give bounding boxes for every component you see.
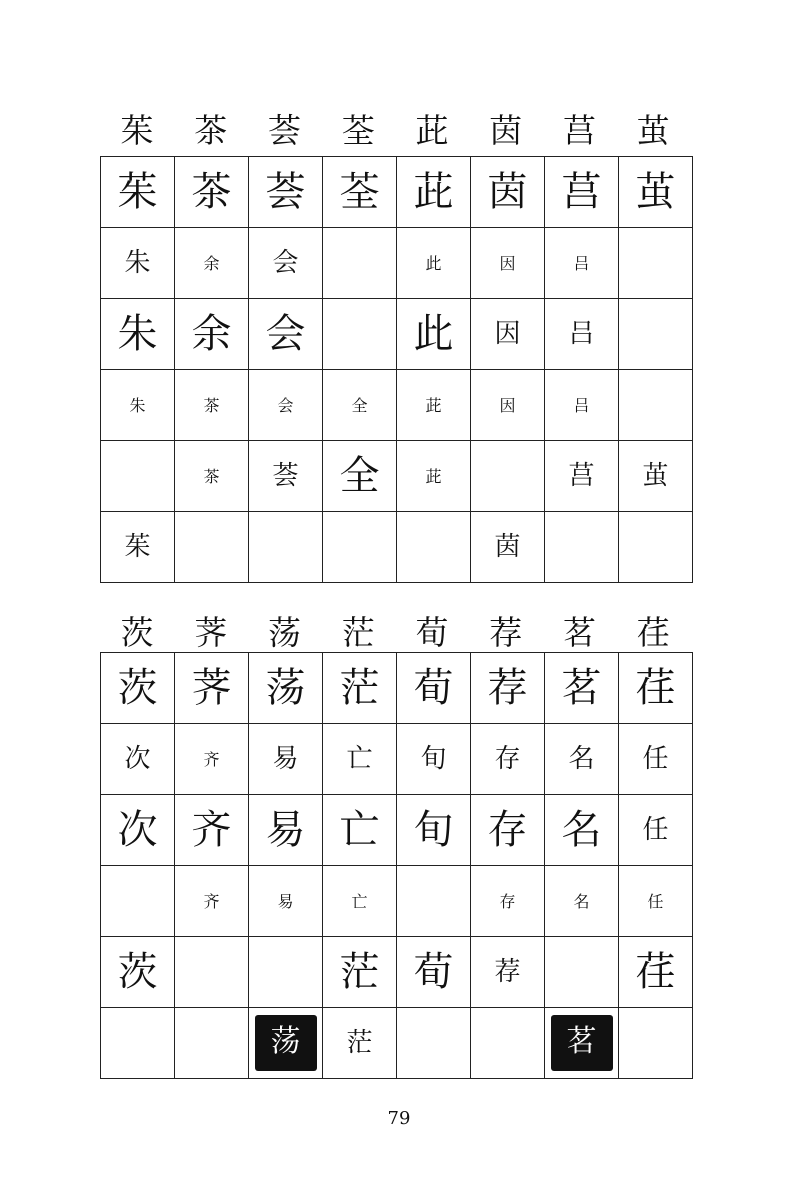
glyph-cell xyxy=(619,653,693,724)
ancient-glyph: 茶 xyxy=(203,466,220,486)
ancient-glyph: 会 xyxy=(265,311,306,357)
glyph-cell xyxy=(101,441,175,512)
ancient-glyph: 茈 xyxy=(413,169,454,215)
ancient-glyph: 因 xyxy=(494,319,521,349)
glyph-grid xyxy=(100,156,693,583)
glyph-cell xyxy=(471,441,545,512)
seal-glyph: 茗 xyxy=(551,1015,613,1071)
glyph-cell xyxy=(323,1008,397,1079)
ancient-glyph: 莒 xyxy=(568,461,595,491)
ancient-glyph: 茫 xyxy=(346,1028,373,1058)
ancient-glyph: 会 xyxy=(272,248,299,278)
glyph-cell xyxy=(471,1008,545,1079)
glyph-cell xyxy=(471,937,545,1008)
glyph-cell xyxy=(397,441,471,512)
glyph-cell xyxy=(545,228,619,299)
ancient-glyph: 会 xyxy=(277,395,294,415)
glyph-cell xyxy=(397,370,471,441)
column-header: 荀 xyxy=(415,613,449,652)
glyph-cell xyxy=(249,795,323,866)
glyph-cell xyxy=(471,512,545,583)
ancient-glyph: 吕 xyxy=(568,319,595,349)
ancient-glyph: 次 xyxy=(124,744,151,774)
header-row xyxy=(100,108,690,154)
glyph-cell xyxy=(249,157,323,228)
column-header: 茈 xyxy=(415,111,449,150)
ancient-glyph: 任 xyxy=(647,891,664,911)
ancient-glyph: 荃 xyxy=(339,169,380,215)
glyph-cell xyxy=(323,228,397,299)
glyph-cell xyxy=(471,866,545,937)
glyph-cell xyxy=(101,795,175,866)
ancient-glyph: 吕 xyxy=(573,253,590,273)
ancient-glyph: 茫 xyxy=(339,665,380,711)
ancient-glyph: 任 xyxy=(642,744,669,774)
ancient-glyph: 全 xyxy=(339,453,380,499)
glyph-cell xyxy=(619,1008,693,1079)
ancient-glyph: 全 xyxy=(351,395,368,415)
ancient-glyph: 茱 xyxy=(124,532,151,562)
glyph-cell xyxy=(397,228,471,299)
glyph-cell xyxy=(471,795,545,866)
ancient-glyph: 茫 xyxy=(339,949,380,995)
glyph-cell xyxy=(249,866,323,937)
column-header: 荟 xyxy=(268,111,301,150)
glyph-cell xyxy=(249,441,323,512)
glyph-cell xyxy=(249,370,323,441)
glyph-cell xyxy=(545,157,619,228)
glyph-cell xyxy=(619,299,693,370)
ancient-glyph: 荠 xyxy=(191,665,232,711)
ancient-glyph: 茵 xyxy=(494,532,521,562)
glyph-cell xyxy=(175,795,249,866)
column-header: 茧 xyxy=(636,111,670,150)
glyph-cell xyxy=(397,299,471,370)
glyph-cell xyxy=(323,795,397,866)
ancient-glyph: 余 xyxy=(191,311,232,357)
table-row xyxy=(101,937,693,1008)
column-header: 荐 xyxy=(489,613,523,652)
ancient-glyph: 吕 xyxy=(573,395,590,415)
ancient-glyph: 荐 xyxy=(487,665,528,711)
glyph-cell xyxy=(249,653,323,724)
glyph-cell xyxy=(471,370,545,441)
column-header: 荠 xyxy=(194,613,228,652)
glyph-cell xyxy=(249,512,323,583)
glyph-cell xyxy=(397,795,471,866)
ancient-glyph: 因 xyxy=(499,253,516,273)
ancient-glyph: 存 xyxy=(499,891,516,911)
ancient-glyph: 齐 xyxy=(203,749,220,769)
table-row xyxy=(101,512,693,583)
glyph-cell xyxy=(619,724,693,795)
glyph-grid xyxy=(100,652,693,1079)
ancient-glyph: 齐 xyxy=(203,891,220,911)
glyph-cell xyxy=(323,512,397,583)
glyph-cell xyxy=(397,157,471,228)
glyph-cell xyxy=(545,653,619,724)
ancient-glyph: 茶 xyxy=(191,169,232,215)
ancient-glyph: 荡 xyxy=(265,665,306,711)
page-number: 79 xyxy=(387,1108,411,1129)
glyph-cell xyxy=(471,157,545,228)
ancient-glyph: 次 xyxy=(117,807,158,853)
glyph-cell xyxy=(101,866,175,937)
glyph-cell xyxy=(175,724,249,795)
glyph-cell xyxy=(323,653,397,724)
column-header: 茱 xyxy=(120,111,154,150)
glyph-cell xyxy=(101,724,175,795)
column-header: 荏 xyxy=(636,613,670,652)
ancient-glyph: 亡 xyxy=(346,744,373,774)
glyph-cell xyxy=(175,866,249,937)
glyph-cell xyxy=(545,299,619,370)
column-header: 荡 xyxy=(268,613,301,652)
ancient-glyph: 茗 xyxy=(561,665,602,711)
table-row xyxy=(101,157,693,228)
ancient-glyph: 荀 xyxy=(413,949,454,995)
glyph-cell xyxy=(101,299,175,370)
ancient-glyph: 齐 xyxy=(191,807,232,853)
ancient-glyph: 亡 xyxy=(351,891,368,911)
glyph-cell xyxy=(249,228,323,299)
column-header: 茨 xyxy=(120,613,154,652)
glyph-cell xyxy=(619,441,693,512)
ancient-glyph: 荟 xyxy=(272,461,299,491)
column-header: 荃 xyxy=(341,111,375,150)
ancient-glyph: 此 xyxy=(425,253,442,273)
glyph-cell xyxy=(397,653,471,724)
ancient-glyph: 茶 xyxy=(203,395,220,415)
glyph-cell xyxy=(249,937,323,1008)
glyph-cell xyxy=(397,937,471,1008)
table-row xyxy=(101,299,693,370)
glyph-cell xyxy=(619,370,693,441)
ancient-glyph: 朱 xyxy=(124,248,151,278)
header-row xyxy=(100,610,690,656)
ancient-glyph: 荟 xyxy=(265,169,306,215)
ancient-glyph: 茱 xyxy=(117,169,158,215)
ancient-glyph: 茵 xyxy=(487,169,528,215)
glyph-cell xyxy=(249,299,323,370)
column-header: 莒 xyxy=(563,111,596,150)
glyph-cell xyxy=(249,724,323,795)
glyph-cell xyxy=(397,724,471,795)
ancient-glyph: 易 xyxy=(272,744,299,774)
column-header: 茵 xyxy=(489,111,523,150)
ancient-glyph: 余 xyxy=(203,253,220,273)
ancient-glyph: 茨 xyxy=(117,949,158,995)
ancient-glyph: 旬 xyxy=(413,807,454,853)
glyph-cell xyxy=(545,795,619,866)
ancient-glyph: 名 xyxy=(568,744,595,774)
glyph-cell xyxy=(323,724,397,795)
glyph-cell xyxy=(175,1008,249,1079)
glyph-cell xyxy=(397,512,471,583)
glyph-cell xyxy=(471,724,545,795)
column-header: 茫 xyxy=(341,613,375,652)
glyph-cell xyxy=(545,937,619,1008)
column-header: 茗 xyxy=(563,613,596,652)
table-row xyxy=(101,228,693,299)
table-row xyxy=(101,441,693,512)
table-row xyxy=(101,866,693,937)
ancient-glyph: 荀 xyxy=(413,665,454,711)
ancient-glyph: 荏 xyxy=(635,949,676,995)
table-row xyxy=(101,1008,693,1079)
glyph-cell xyxy=(545,441,619,512)
glyph-cell xyxy=(175,937,249,1008)
glyph-cell xyxy=(175,299,249,370)
glyph-cell xyxy=(323,866,397,937)
glyph-cell xyxy=(249,1008,323,1079)
ancient-glyph: 莒 xyxy=(561,169,602,215)
glyph-cell xyxy=(323,157,397,228)
ancient-glyph: 茈 xyxy=(425,466,442,486)
ancient-glyph: 荏 xyxy=(635,665,676,711)
glyph-cell xyxy=(619,866,693,937)
glyph-cell xyxy=(323,441,397,512)
glyph-cell xyxy=(619,512,693,583)
column-header: 茶 xyxy=(194,111,228,150)
glyph-cell xyxy=(101,228,175,299)
glyph-cell xyxy=(619,795,693,866)
ancient-glyph: 荐 xyxy=(494,957,521,987)
glyph-cell xyxy=(471,653,545,724)
table-row xyxy=(101,724,693,795)
glyph-cell xyxy=(545,866,619,937)
glyph-cell xyxy=(101,370,175,441)
ancient-glyph: 名 xyxy=(573,891,590,911)
glyph-cell xyxy=(175,441,249,512)
glyph-cell xyxy=(323,937,397,1008)
glyph-cell xyxy=(545,724,619,795)
glyph-cell xyxy=(323,370,397,441)
ancient-glyph: 任 xyxy=(642,815,669,845)
ancient-glyph: 易 xyxy=(265,807,306,853)
glyph-cell xyxy=(545,512,619,583)
ancient-glyph: 茨 xyxy=(117,665,158,711)
ancient-glyph: 易 xyxy=(277,891,294,911)
glyph-cell xyxy=(619,228,693,299)
glyph-cell xyxy=(101,157,175,228)
glyph-cell xyxy=(175,512,249,583)
glyph-cell xyxy=(101,512,175,583)
ancient-glyph: 茈 xyxy=(425,395,442,415)
table-row xyxy=(101,653,693,724)
glyph-cell xyxy=(471,299,545,370)
glyph-cell xyxy=(619,937,693,1008)
glyph-cell xyxy=(471,228,545,299)
ancient-glyph: 茧 xyxy=(635,169,676,215)
table-row xyxy=(101,795,693,866)
glyph-cell xyxy=(397,1008,471,1079)
glyph-cell xyxy=(397,866,471,937)
ancient-glyph: 亡 xyxy=(339,807,380,853)
ancient-glyph: 茧 xyxy=(642,461,669,491)
ancient-glyph: 存 xyxy=(494,744,521,774)
glyph-cell xyxy=(175,370,249,441)
glyph-cell xyxy=(545,370,619,441)
glyph-cell xyxy=(101,1008,175,1079)
glyph-cell xyxy=(175,228,249,299)
glyph-cell xyxy=(323,299,397,370)
ancient-glyph: 因 xyxy=(499,395,516,415)
ancient-glyph: 朱 xyxy=(129,395,146,415)
glyph-cell xyxy=(101,937,175,1008)
glyph-cell xyxy=(619,157,693,228)
glyph-cell xyxy=(101,653,175,724)
seal-glyph: 荡 xyxy=(255,1015,317,1071)
ancient-glyph: 此 xyxy=(413,311,454,357)
glyph-cell xyxy=(545,1008,619,1079)
ancient-glyph: 朱 xyxy=(117,311,158,357)
ancient-glyph: 名 xyxy=(561,807,602,853)
ancient-glyph: 旬 xyxy=(420,744,447,774)
glyph-cell xyxy=(175,653,249,724)
table-row xyxy=(101,370,693,441)
glyph-cell xyxy=(175,157,249,228)
ancient-glyph: 存 xyxy=(487,807,528,853)
